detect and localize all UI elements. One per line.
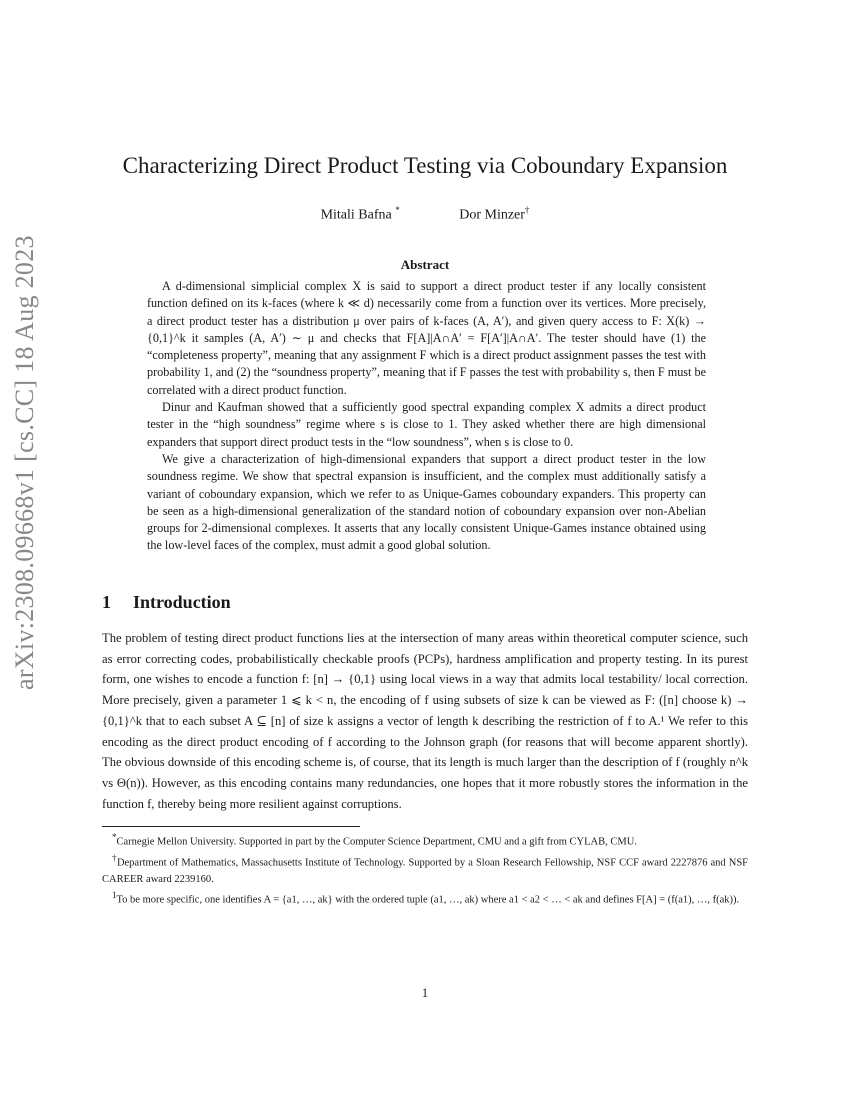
author-minzer: Dor Minzer†	[459, 205, 530, 223]
author-list	[0, 205, 850, 224]
section-heading-introduction	[102, 592, 231, 613]
introduction-paragraph-1: The problem of testing direct product functions lies at the intersection of many areas within theoretical computer science, such as error correcting codes, probabilistically checkable proofs (PCPs), hardness amplification and property testing. In its purest form, one wishes to encode a function f: [n] → {0,1} using local views in a way that admits local testability/ local correction. More precisely, given a parameter 1 ⩽ k < n, the encoding of f using subsets of size k can be viewed as F: ([n] choose k) → {0,1}^k that to each subset A ⊆ [n] of size k assigns a vector of length k describing the restriction of f to A.¹ We refer to this encoding as the direct product encoding of f according to the Johnson graph (for reasons that will become apparent shortly). The obvious downside of this encoding scheme is, of course, that its length is much larger than the description of f (roughly n^k vs Θ(n)). However, as this encoding contains many redundancies, one hopes that it more robustly stores the information in the function f, thereby being more resilient against corruptions.	[102, 631, 748, 811]
introduction-body	[102, 628, 748, 814]
abstract-paragraph-2: Dinur and Kaufman showed that a sufficiently good spectral expanding complex X admits a direct product tester in the “high soundness” regime where s is close to 1. They asked whether there are high dimensional expanders that support direct product tests in the “low soundness”, when s is close to 0.	[147, 400, 706, 449]
page-number: 1	[421, 986, 429, 1000]
section-title: Introduction	[133, 592, 231, 612]
section-number: 1	[102, 592, 111, 612]
footnote-divider	[102, 826, 360, 827]
abstract-body	[147, 278, 706, 555]
abstract-heading: Abstract	[400, 257, 450, 272]
abstract-paragraph-3: We give a characterization of high-dimensional expanders that support a direct product tester in the low soundness regime. We show that spectral expansion is insufficient, and the complex must additionally satisfy a variant of coboundary expansion, which we refer to as Unique-Games coboundary expanders. This property can be seen as a high-dimensional generalization of the standard notion of coboundary expansion over non-Abelian groups for 2-dimensional complexes. It asserts that any locally consistent Unique-Games instance obtained using the low-level faces of the complex, must admit a good global solution.	[147, 451, 706, 553]
paper-title: Characterizing Direct Product Testing via Coboundary Expansion	[122, 153, 728, 178]
footnote-affiliation-bafna: *Carnegie Mellon University. Supported in part by the Computer Science Department, CMU and a gift from CYLAB, CMU.	[112, 832, 637, 848]
footnote-affiliation-minzer: †Department of Mathematics, Massachusetts Institute of Technology. Supported by a Sloan Research Fellowship, NSF CCF award 2227876 and NSF CAREER award 2239160.	[102, 853, 748, 885]
author-bafna: Mitali Bafna *	[320, 205, 400, 223]
footnote-1: $^1$To be more specific, one identifies A = {a1, …, ak} with the ordered tuple (a1, …, ak) where a1 < a2 < … < ak and defines F[A] = (f(a1), …, f(ak)).	[112, 890, 740, 906]
abstract-paragraph-1: A d-dimensional simplicial complex X is said to support a direct product tester if any locally consistent function defined on its k-faces (where k ≪ d) necessarily come from a function over its vertices. More precisely, a direct product tester has a distribution μ over pairs of k-faces (A, A′), and given query access to F: X(k) → {0,1}^k it samples (A, A′) ∼ μ and checks that F[A]|A∩A′ = F[A′]|A∩A′. The tester should have (1) the “completeness property”, meaning that any assignment F which is a direct product assignment passes the test with probability 1, and (2) the “soundness property”, meaning that if F passes the test with probability s, then F must be correlated with a direct product function.	[147, 279, 706, 397]
arxiv-identifier-stamp: arXiv:2308.09668v1 [cs.CC] 18 Aug 2023	[10, 235, 39, 690]
footnotes	[102, 830, 748, 910]
